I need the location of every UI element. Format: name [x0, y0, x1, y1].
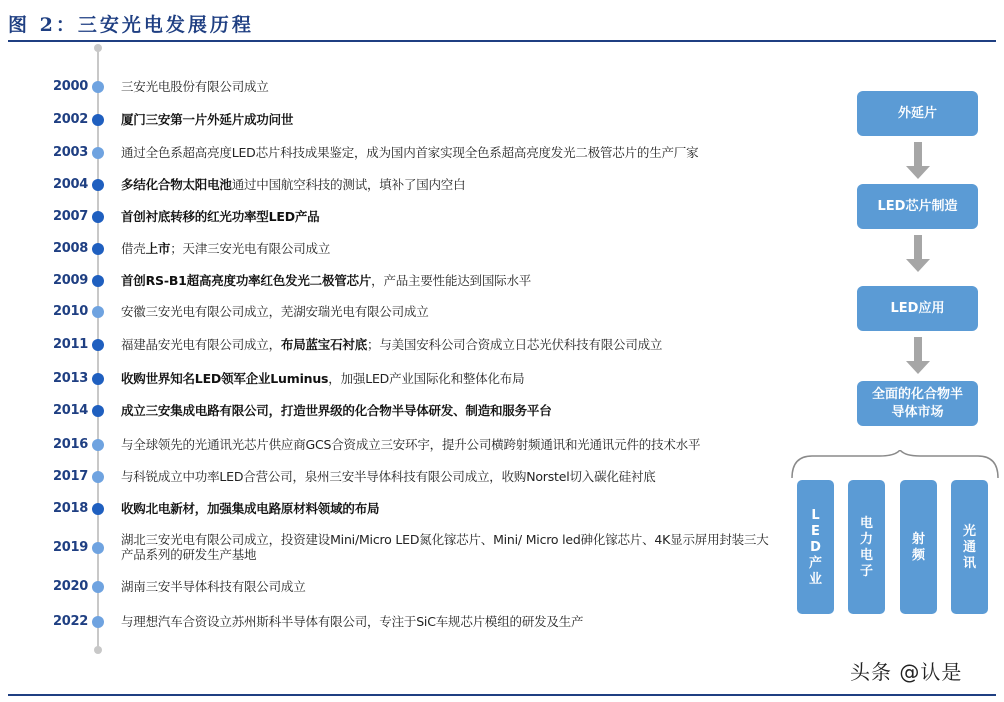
timeline-dot	[92, 211, 104, 223]
timeline-event	[0, 611, 780, 635]
timeline-event	[0, 434, 780, 458]
market-brace	[790, 450, 1000, 480]
led-application-box: LED应用	[857, 286, 978, 331]
event-highlight: 首创衬底转移的红光功率型LED产品	[121, 209, 320, 224]
event-description	[121, 579, 306, 594]
event-text: 湖南三安半导体科技有限公司成立	[121, 579, 306, 594]
event-description	[121, 209, 319, 224]
timeline-event	[0, 109, 780, 133]
epitaxial-wafer-box: 外延片	[857, 91, 978, 136]
event-highlight: 收购世界知名LED领军企业Luminus	[121, 371, 329, 386]
timeline-dot	[92, 373, 104, 385]
timeline-event	[0, 368, 780, 392]
event-highlight: 上市	[145, 241, 171, 256]
market-power-electronics-box: 电力电子	[848, 480, 885, 614]
event-highlight: 厦门三安第一片外延片成功问世	[121, 112, 294, 127]
timeline-dot	[92, 306, 104, 318]
timeline-event	[0, 142, 780, 166]
timeline-event	[0, 76, 780, 100]
event-year: 2002	[53, 112, 88, 127]
event-year: 2017	[53, 469, 88, 484]
timeline-dot	[92, 81, 104, 93]
event-highlight: 收购北电新材，加强集成电路原材料领域的布局	[121, 501, 380, 516]
timeline-dot	[92, 616, 104, 628]
timeline-dot	[92, 179, 104, 191]
event-description	[121, 469, 656, 484]
timeline-event	[0, 498, 780, 522]
timeline-dot	[92, 471, 104, 483]
event-text: 与理想汽车合资设立苏州斯科半导体有限公司，专注于SiC车规芯片模组的研发及生产	[121, 614, 584, 629]
event-text: 通过全色系超高亮度LED芯片科技成果鉴定，成为国内首家实现全色系超高亮度发光二极管芯片的生产厂家	[121, 145, 699, 160]
flow-arrow-icon	[905, 142, 931, 180]
event-text: ；与美国安科公司合资成立日芯光伏科技有限公司成立	[367, 337, 663, 352]
event-highlight: 多结化合物太阳电池	[121, 177, 232, 192]
event-description	[121, 112, 293, 127]
event-year: 2013	[53, 371, 88, 386]
timeline-start-cap	[94, 44, 102, 52]
event-description	[121, 177, 465, 192]
event-text: 与全球领先的光通讯光芯片供应商GCS合资成立三安环宇，提升公司横跨射频通讯和光通讯元件的技术水平	[121, 437, 701, 452]
event-description	[121, 437, 700, 452]
timeline-event	[0, 400, 780, 424]
event-year: 2022	[53, 614, 88, 629]
event-description	[121, 273, 531, 288]
event-text: ；天津三安光电有限公司成立	[170, 241, 331, 256]
compound-semiconductor-market-box: 全面的化合物半导体市场	[857, 381, 978, 426]
event-year: 2019	[53, 540, 88, 555]
timeline-dot	[92, 405, 104, 417]
event-description	[121, 532, 775, 562]
timeline-event	[0, 174, 780, 198]
event-text: ，产品主要性能达到国际水平	[371, 273, 532, 288]
timeline-dot	[92, 503, 104, 515]
event-year: 2020	[53, 579, 88, 594]
timeline-dot	[92, 339, 104, 351]
event-description	[121, 241, 330, 256]
event-year: 2003	[53, 145, 88, 160]
timeline-end-cap	[94, 646, 102, 654]
event-year: 2011	[53, 337, 88, 352]
event-description	[121, 614, 583, 629]
event-year: 2010	[53, 304, 88, 319]
market-rf-box: 射频	[900, 480, 937, 614]
market-led-box: LED产业	[797, 480, 834, 614]
timeline-dot	[92, 581, 104, 593]
event-description	[121, 403, 552, 418]
event-year: 2009	[53, 273, 88, 288]
timeline-dot	[92, 439, 104, 451]
timeline-event	[0, 576, 780, 600]
event-highlight: 成立三安集成电路有限公司，打造世界级的化合物半导体研发、制造和服务平台	[121, 403, 552, 418]
timeline-dot	[92, 243, 104, 255]
event-year: 2004	[53, 177, 88, 192]
event-year: 2018	[53, 501, 88, 516]
event-description	[121, 337, 662, 352]
event-year: 2007	[53, 209, 88, 224]
event-text: 三安光电股份有限公司成立	[121, 79, 269, 94]
event-text: 湖北三安光电有限公司成立，投资建设Mini/Micro LED氮化镓芯片、Mini/ Micro led砷化镓芯片、4K显示屏用封装三大产品系列的研发生产基地	[121, 532, 769, 562]
timeline-event	[0, 334, 780, 358]
timeline-dot	[92, 542, 104, 554]
timeline-event	[0, 466, 780, 490]
timeline-dot	[92, 147, 104, 159]
event-text: 与科锐成立中功率LED合营公司，泉州三安半导体科技有限公司成立，收购Norstel切入碳化硅衬底	[121, 469, 656, 484]
figure-title: 图 2：三安光电发展历程	[8, 14, 254, 36]
timeline-event	[0, 238, 780, 262]
watermark: 头条 @认是	[850, 660, 963, 684]
event-description	[121, 145, 698, 160]
bottom-rule	[8, 694, 996, 696]
flow-arrow-icon	[905, 337, 931, 375]
event-year: 2016	[53, 437, 88, 452]
event-description	[121, 371, 524, 386]
event-text: 通过中国航空科技的测试，填补了国内空白	[231, 177, 466, 192]
event-highlight: 布局蓝宝石衬底	[280, 337, 368, 352]
timeline-dot	[92, 275, 104, 287]
timeline-event	[0, 301, 780, 325]
event-year: 2008	[53, 241, 88, 256]
led-chip-box: LED芯片制造	[857, 184, 978, 229]
timeline-event	[0, 206, 780, 230]
timeline-event	[0, 270, 780, 294]
event-highlight: 首创RS-B1超高亮度功率红色发光二极管芯片	[121, 273, 372, 288]
event-description	[121, 79, 269, 94]
flow-arrow-icon	[905, 235, 931, 273]
event-text: ，加强LED产业国际化和整体化布局	[328, 371, 525, 386]
timeline-event	[0, 532, 780, 562]
event-year: 2000	[53, 79, 88, 94]
title-rule	[8, 40, 996, 42]
event-text: 借壳	[121, 241, 146, 256]
timeline-dot	[92, 114, 104, 126]
event-text: 安徽三安光电有限公司成立，芜湖安瑞光电有限公司成立	[121, 304, 429, 319]
event-year: 2014	[53, 403, 88, 418]
market-optical-comm-box: 光通讯	[951, 480, 988, 614]
event-text: 福建晶安光电有限公司成立，	[121, 337, 281, 352]
event-description	[121, 501, 379, 516]
event-description	[121, 304, 429, 319]
